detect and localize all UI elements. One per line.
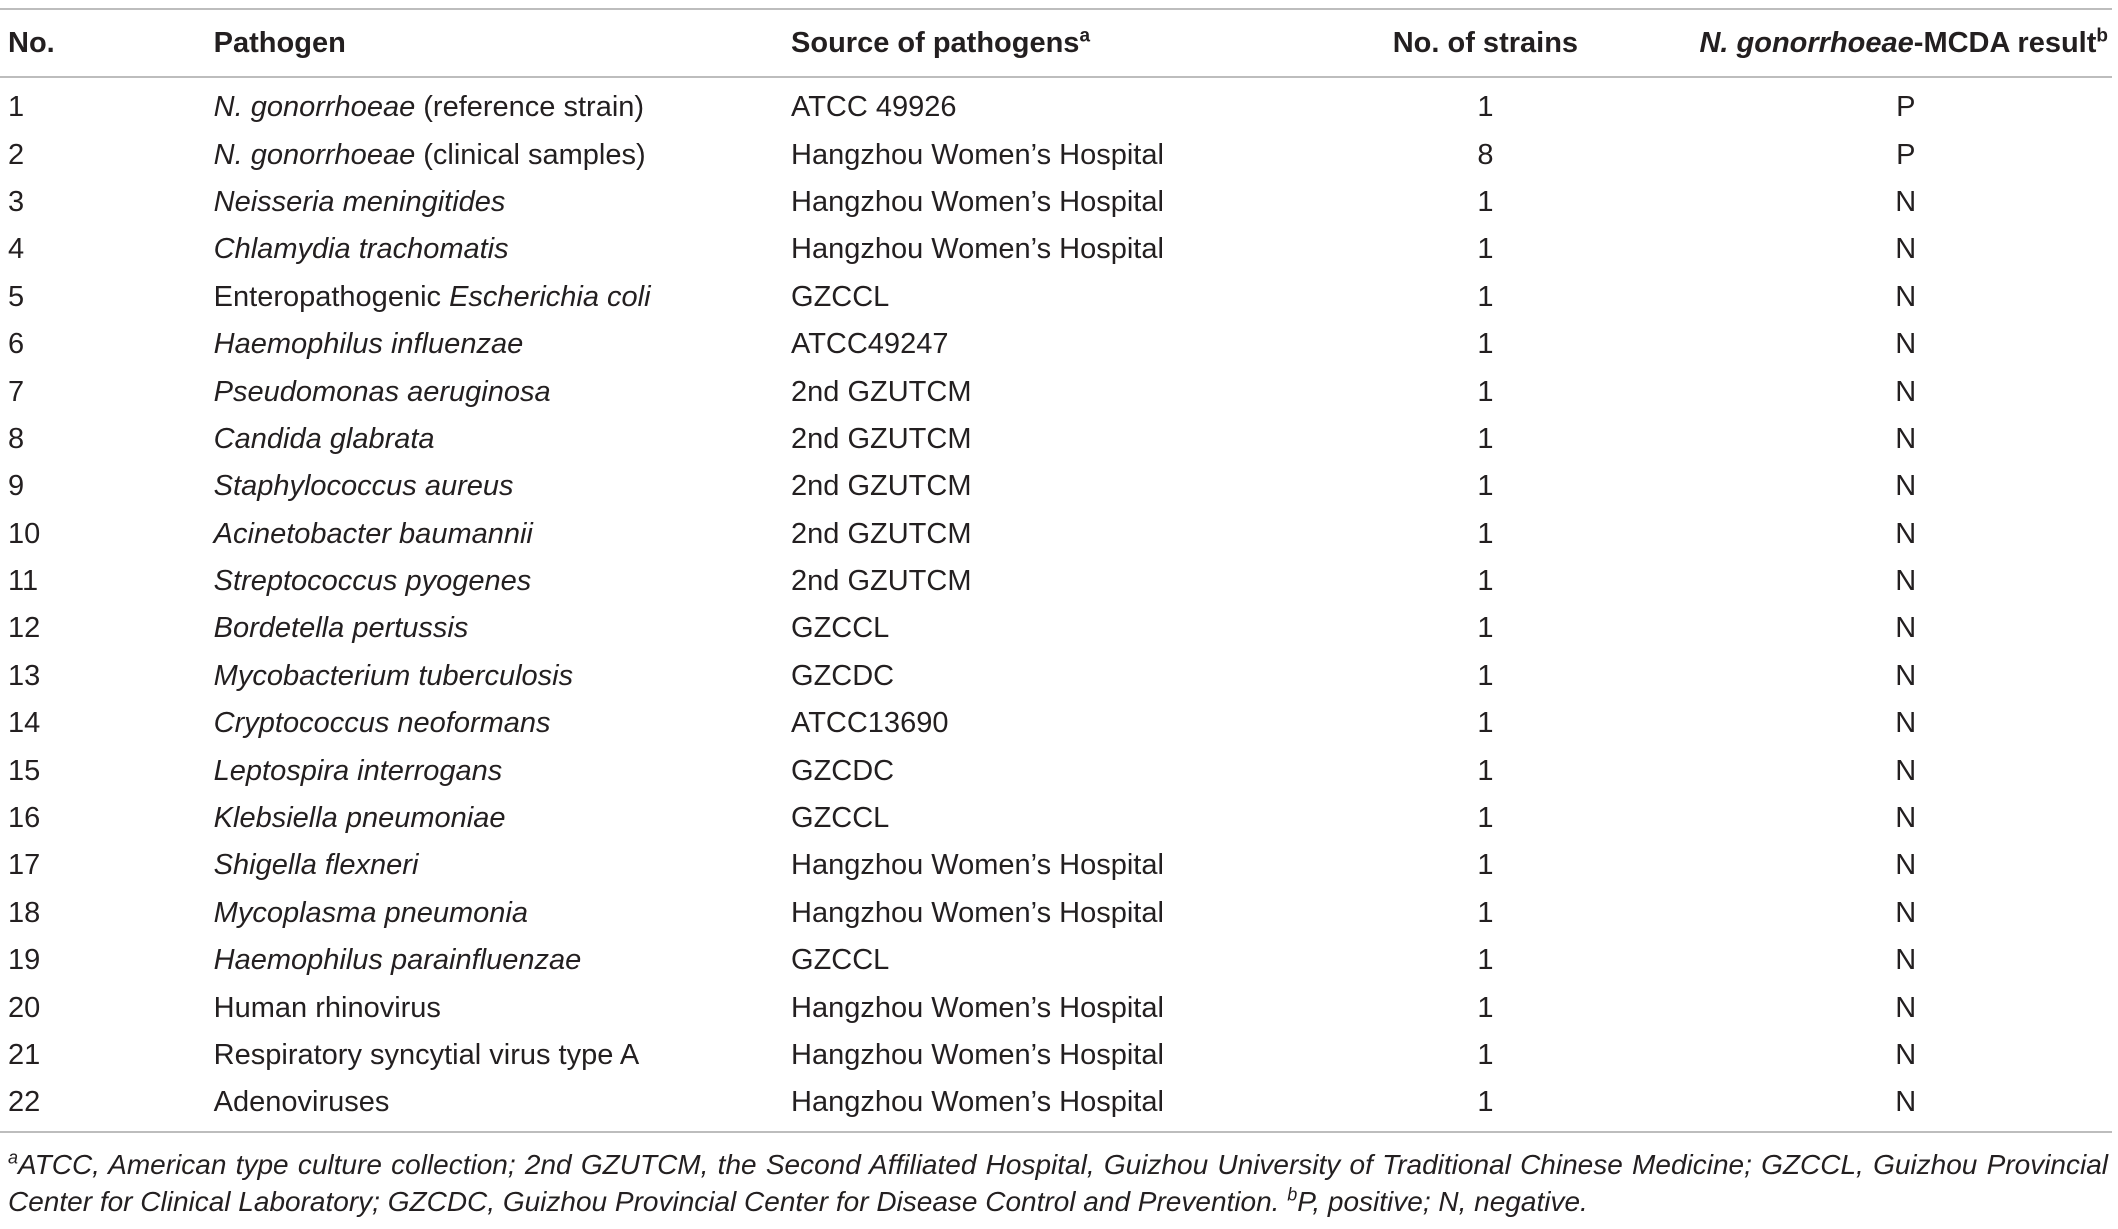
cell-source [791,795,1271,842]
cell-result [1699,463,2112,510]
cell-strains [1271,653,1699,700]
cell-no [0,511,214,558]
pathogen-species-name: Pseudomonas aeruginosa [213,375,551,408]
cell-result [1699,1079,2112,1131]
cell-source-value: 2nd GZUTCM [791,517,972,550]
cell-pathogen [214,605,791,652]
table-row [0,653,2112,700]
cell-no [0,700,214,747]
cell-strains [1271,937,1699,984]
cell-no [0,747,214,794]
cell-no [0,463,214,510]
cell-result-value: N [1895,754,1917,787]
cell-result-value: N [1895,280,1917,313]
cell-result [1699,842,2112,889]
cell-source-value: 2nd GZUTCM [791,565,972,598]
cell-strains-value: 1 [1477,233,1494,266]
cell-pathogen [214,558,791,605]
cell-source [791,368,1271,415]
cell-strains-value: 1 [1477,802,1494,835]
cell-no-value: 1 [8,91,25,124]
cell-result-value: N [1895,233,1917,266]
pathogen-species-name: Klebsiella pneumoniae [213,802,506,835]
table-row [0,368,2112,415]
table-row [0,226,2112,273]
cell-strains-value: 1 [1477,517,1494,550]
pathogen-species-name: N. gonorrhoeae [213,138,416,171]
cell-no-value: 17 [8,849,41,882]
table-row [0,700,2112,747]
cell-source-value: 2nd GZUTCM [791,422,972,455]
cell-source-value: GZCCL [791,280,890,313]
cell-no-value: 21 [8,1039,41,1071]
cell-strains [1271,226,1699,273]
cell-strains-value: 1 [1477,565,1494,598]
cell-result [1699,416,2112,463]
pathogen-description: (reference strain) [415,91,645,124]
cell-strains-value: 1 [1477,896,1494,929]
cell-source-value: Hangzhou Women’s Hospital [791,896,1164,929]
cell-pathogen [214,226,791,273]
cell-source [791,700,1271,747]
cell-result-value: P [1896,91,1916,124]
table-row [0,131,2112,178]
cell-strains [1271,274,1699,321]
table-header [0,9,2112,77]
cell-strains [1271,984,1699,1031]
pathogen-species-name: Bordetella pertussis [213,612,469,645]
cell-strains [1271,511,1699,558]
cell-strains-value: 1 [1477,185,1494,218]
table-row [0,795,2112,842]
cell-result-value: N [1895,612,1917,645]
cell-source-value: GZCCL [791,802,890,835]
cell-source [791,131,1271,178]
cell-strains-value: 1 [1477,659,1494,692]
cell-pathogen [214,77,791,131]
pathogen-description: (clinical samples) [415,138,646,171]
pathogen-species-name: Mycobacterium tuberculosis [213,659,574,692]
cell-pathogen [214,890,791,937]
footnote-b-mark: b [1287,1184,1298,1205]
cell-result [1699,558,2112,605]
cell-pathogen [214,463,791,510]
cell-result-value: N [1895,375,1917,408]
cell-source [791,653,1271,700]
pathogen-prefix: Enteropathogenic [213,280,450,313]
cell-no [0,179,214,226]
cell-result-value: N [1895,802,1917,835]
cell-source [791,890,1271,937]
cell-pathogen [214,179,791,226]
cell-no [0,77,214,131]
cell-no-value: 19 [8,944,41,977]
cell-no [0,795,214,842]
cell-result-value: N [1895,849,1917,882]
cell-pathogen [214,131,791,178]
cell-strains [1271,1032,1699,1079]
cell-no-value: 18 [8,896,41,929]
cell-strains-value: 1 [1477,991,1494,1024]
cell-no-value: 20 [8,991,41,1024]
cell-strains [1271,368,1699,415]
cell-source [791,747,1271,794]
cell-no-value: 5 [8,280,25,313]
cell-result [1699,226,2112,273]
pathogen-species-name: Haemophilus parainfluenzae [213,944,582,977]
cell-strains [1271,700,1699,747]
cell-no-value: 2 [8,138,25,171]
pathogen-description: Adenoviruses [213,1086,390,1119]
header-strains [1271,9,1699,77]
cell-pathogen [214,653,791,700]
cell-strains-value: 8 [1477,138,1494,171]
cell-no-value: 7 [8,375,25,408]
cell-no-value: 4 [8,233,25,266]
table-row [0,179,2112,226]
cell-no [0,842,214,889]
pathogen-description: Respiratory syncytial virus type A [213,1039,640,1071]
table-footnote [8,1146,2108,1220]
cell-strains-value: 1 [1477,944,1494,977]
cell-pathogen [214,1032,791,1079]
cell-result [1699,984,2112,1031]
cell-result [1699,179,2112,226]
pathogen-species-name: Staphylococcus aureus [213,470,514,503]
cell-strains [1271,890,1699,937]
cell-source [791,558,1271,605]
cell-result-value: N [1895,1086,1917,1119]
cell-strains [1271,321,1699,368]
cell-source [791,226,1271,273]
table-row [0,605,2112,652]
footnote-a-mark: a [8,1147,19,1168]
cell-strains-value: 1 [1477,1086,1494,1119]
cell-strains-value: 1 [1477,375,1494,408]
cell-pathogen [214,416,791,463]
cell-no-value: 8 [8,422,25,455]
cell-result-value: N [1895,944,1917,977]
cell-no-value: 9 [8,470,25,503]
header-strains-label: No. of strains [1392,26,1579,59]
cell-result [1699,700,2112,747]
cell-no-value: 12 [8,612,41,645]
header-source-sup: a [1079,24,1091,46]
footnote-a-text: ATCC, American type culture collection; 2nd GZUTCM, the Second Affiliated Hospital, Guizhou University of Traditional Chinese Medicine; GZCCL, Guizhou Provincial Center for Clinical Laboratory; GZCDC, Guizhou Provincial Center for Disease Control and Prevention. [8,1149,2108,1217]
cell-result [1699,274,2112,321]
table-row [0,890,2112,937]
cell-strains [1271,179,1699,226]
cell-strains [1271,842,1699,889]
table-row [0,416,2112,463]
cell-no-value: 6 [8,328,25,361]
header-result [1699,9,2112,77]
cell-no [0,937,214,984]
cell-no [0,1032,214,1079]
cell-strains [1271,795,1699,842]
table-row [0,558,2112,605]
cell-result [1699,1032,2112,1079]
header-source [791,9,1271,77]
table-row [0,1032,2112,1079]
cell-strains [1271,463,1699,510]
cell-no-value: 10 [8,517,41,550]
cell-source-value: 2nd GZUTCM [791,375,972,408]
cell-strains [1271,77,1699,131]
cell-strains-value: 1 [1477,422,1494,455]
cell-strains-value: 1 [1477,707,1494,740]
pathogen-specificity-table [0,8,2112,1133]
header-row [0,9,2112,77]
cell-pathogen [214,984,791,1031]
table-row [0,984,2112,1031]
cell-result-value: N [1895,422,1917,455]
cell-strains-value: 1 [1477,280,1494,313]
pathogen-species-name: Escherichia coli [449,280,651,313]
cell-no [0,558,214,605]
cell-result-value: N [1895,991,1917,1024]
cell-source-value: 2nd GZUTCM [791,470,972,503]
cell-strains-value: 1 [1477,1039,1494,1071]
cell-no [0,274,214,321]
cell-source [791,321,1271,368]
cell-result [1699,653,2112,700]
cell-source-value: Hangzhou Women’s Hospital [791,1039,1164,1071]
cell-result-value: N [1895,328,1917,361]
cell-pathogen [214,842,791,889]
cell-result [1699,321,2112,368]
cell-pathogen [214,321,791,368]
cell-source [791,1032,1271,1079]
cell-result-value: N [1895,565,1917,598]
header-result-sup: b [2096,24,2108,46]
table-row [0,463,2112,510]
cell-source-value: ATCC13690 [791,707,949,740]
pathogen-species-name: Acinetobacter baumannii [213,517,533,550]
header-no-label: No. [8,26,55,59]
cell-source-value: ATCC49247 [791,328,949,361]
cell-pathogen [214,747,791,794]
cell-strains [1271,747,1699,794]
cell-result-value: N [1895,517,1917,550]
cell-no-value: 3 [8,185,25,218]
cell-result [1699,605,2112,652]
cell-source [791,463,1271,510]
pathogen-species-name: N. gonorrhoeae [213,91,416,124]
cell-result-value: N [1895,707,1917,740]
cell-no [0,890,214,937]
cell-strains-value: 1 [1477,612,1494,645]
cell-pathogen [214,1079,791,1131]
table-row [0,511,2112,558]
table-row [0,274,2112,321]
cell-result-value: N [1895,470,1917,503]
cell-source [791,179,1271,226]
cell-strains [1271,605,1699,652]
cell-source [791,511,1271,558]
cell-result [1699,131,2112,178]
cell-pathogen [214,511,791,558]
pathogen-species-name: Leptospira interrogans [213,754,503,787]
cell-no-value: 14 [8,707,41,740]
cell-no [0,1079,214,1131]
table-row [0,842,2112,889]
cell-result-value: N [1895,896,1917,929]
pathogen-species-name: Neisseria meningitides [213,185,506,218]
cell-no [0,131,214,178]
cell-strains-value: 1 [1477,754,1494,787]
cell-strains-value: 1 [1477,328,1494,361]
cell-source-value: GZCDC [791,659,895,692]
cell-pathogen [214,700,791,747]
cell-source [791,77,1271,131]
cell-source-value: GZCCL [791,612,890,645]
cell-source [791,984,1271,1031]
cell-no-value: 15 [8,754,41,787]
pathogen-description: Human rhinovirus [213,991,441,1024]
pathogen-species-name: Mycoplasma pneumonia [213,896,528,929]
cell-source [791,416,1271,463]
cell-no [0,226,214,273]
cell-source-value: GZCDC [791,754,895,787]
cell-no [0,368,214,415]
pathogen-species-name: Shigella flexneri [213,849,419,882]
cell-result [1699,511,2112,558]
cell-result [1699,937,2112,984]
cell-no [0,984,214,1031]
cell-source-value: Hangzhou Women’s Hospital [791,233,1164,266]
header-pathogen [214,9,791,77]
cell-result [1699,890,2112,937]
table-row [0,937,2112,984]
cell-pathogen [214,937,791,984]
header-result-label: -MCDA result [1913,26,2097,59]
pathogen-species-name: Chlamydia trachomatis [213,233,509,266]
cell-strains-value: 1 [1477,849,1494,882]
cell-strains [1271,1079,1699,1131]
cell-pathogen [214,368,791,415]
cell-source-value: Hangzhou Women’s Hospital [791,1086,1164,1119]
cell-pathogen [214,795,791,842]
cell-source-value: ATCC 49926 [791,91,957,124]
cell-no-value: 22 [8,1086,41,1119]
cell-no-value: 13 [8,659,41,692]
cell-source-value: Hangzhou Women’s Hospital [791,991,1164,1024]
cell-source [791,1079,1271,1131]
cell-result [1699,795,2112,842]
cell-source [791,937,1271,984]
table-row [0,321,2112,368]
pathogen-species-name: Streptococcus pyogenes [213,565,532,598]
cell-no-value: 16 [8,802,41,835]
cell-source-value: GZCCL [791,944,890,977]
cell-strains-value: 1 [1477,470,1494,503]
header-result-italic: N. gonorrhoeae [1699,26,1914,59]
cell-result [1699,77,2112,131]
cell-source [791,842,1271,889]
cell-source-value: Hangzhou Women’s Hospital [791,138,1164,171]
cell-result [1699,368,2112,415]
cell-result-value: N [1895,185,1917,218]
cell-strains-value: 1 [1477,91,1494,124]
cell-no [0,321,214,368]
cell-strains [1271,558,1699,605]
cell-no [0,653,214,700]
cell-source-value: Hangzhou Women’s Hospital [791,185,1164,218]
cell-strains [1271,131,1699,178]
cell-source [791,605,1271,652]
cell-pathogen [214,274,791,321]
table-body [0,77,2112,1132]
cell-source-value: Hangzhou Women’s Hospital [791,849,1164,882]
header-no [0,9,214,77]
header-pathogen-label: Pathogen [213,26,346,59]
pathogen-species-name: Haemophilus influenzae [213,328,524,361]
table-row [0,77,2112,131]
cell-result-value: N [1895,659,1917,692]
table-row [0,747,2112,794]
cell-no [0,605,214,652]
header-source-label: Source of pathogens [791,26,1080,59]
pathogen-species-name: Cryptococcus neoformans [213,707,551,740]
cell-no-value: 11 [8,565,39,598]
cell-strains [1271,416,1699,463]
footnote-b-text: P, positive; N, negative. [1297,1186,1588,1217]
table-row [0,1079,2112,1131]
cell-result [1699,747,2112,794]
cell-result-value: N [1895,1039,1917,1071]
cell-source [791,274,1271,321]
cell-result-value: P [1896,138,1916,171]
pathogen-species-name: Candida glabrata [213,422,435,455]
cell-no [0,416,214,463]
